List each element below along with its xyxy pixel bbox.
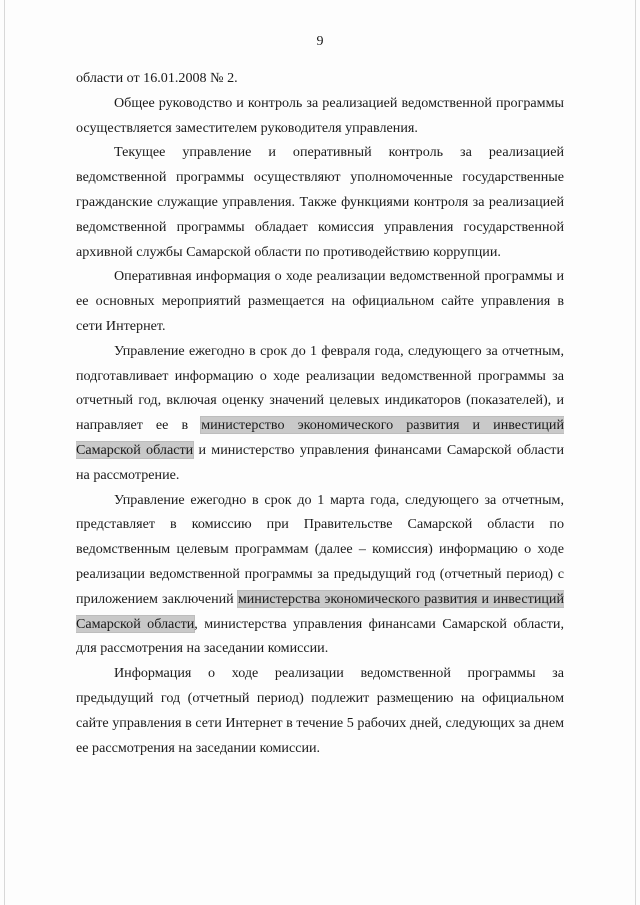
page-number: 9 — [316, 34, 324, 49]
paragraph-text: Текущее управление и оперативный контроль за реализацией ведомственной программы осуществляют уполномоченные государственные гражданские служащие управления. Также функциями контроля за реализацией ведомственной программы обладает комиссия управления государственной архивной службы Самарской области по противодействию коррупции. — [76, 144, 564, 260]
paragraph-4 — [76, 264, 564, 338]
paragraph-text: Управление ежегодно в срок до 1 февраля года, следующего за отчетным, подготавливает информацию о ходе реализации ведомственной программы за отчетный год, включая оценку значений целевых индикаторов (показателей), и направляет ее в — [76, 342, 564, 434]
paragraph-3 — [76, 140, 564, 264]
paragraph-7 — [76, 661, 564, 760]
paragraph-text: и министерство управления финансами Самарской области на рассмотрение. — [76, 441, 564, 483]
page-left-edge — [4, 0, 5, 905]
page-right-edge — [635, 0, 636, 905]
paragraph-5 — [76, 339, 564, 488]
paragraph-2 — [76, 91, 564, 141]
paragraph-text: области от 16.01.2008 № 2. — [76, 70, 238, 86]
paragraph-text: Общее руководство и контроль за реализацией ведомственной программы осуществляется заместителем руководителя управления. — [76, 94, 564, 136]
paragraph-text: Оперативная информация о ходе реализации ведомственной программы и ее основных мероприятий размещается на официальном сайте управления в сети Интернет. — [76, 268, 564, 334]
paragraph-text: , министерства управления финансами Самарской области, для рассмотрения на заседании комиссии. — [76, 615, 564, 657]
highlighted-text: министерство экономического развития и инвестиций Самарской области — [76, 417, 565, 458]
paragraph-text: Управление ежегодно в срок до 1 марта года, следующего за отчетным, представляет в комиссию при Правительстве Самарской области по ведомственным целевым программам (далее – комиссия) информацию о ходе реализации ведомственной программы за предыдущий год (отчетный период) с приложением заключений — [76, 491, 564, 607]
highlighted-text: министерства экономического развития и инвестиций Самарской области — [76, 590, 564, 632]
body-text — [76, 66, 564, 760]
paragraph-6 — [76, 488, 564, 662]
paragraph-text: Информация о ходе реализации ведомственной программы за предыдущий год (отчетный период) подлежит размещению на официальном сайте управления в сети Интернет в течение 5 рабочих дней, следующих за днем ее рассмотрения на заседании комиссии. — [76, 665, 564, 756]
paragraph-1 — [76, 66, 564, 91]
